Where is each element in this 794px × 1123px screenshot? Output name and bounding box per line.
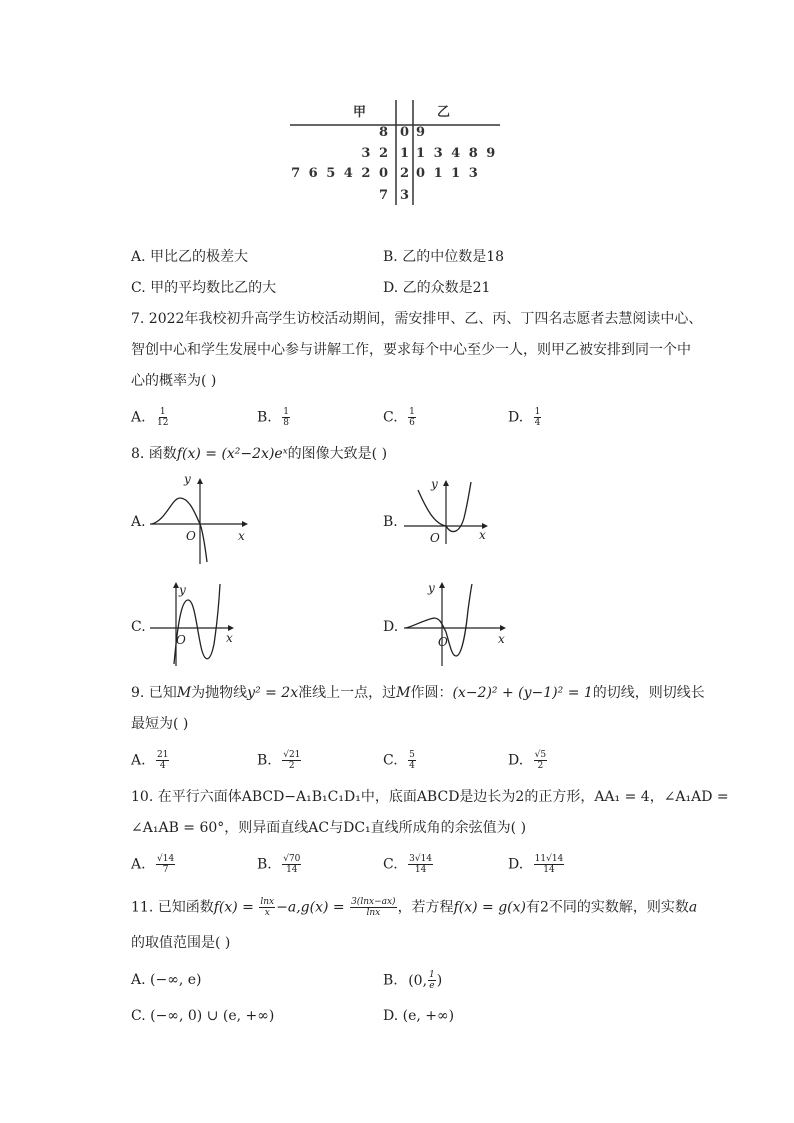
q9-b-fraction [282,750,301,771]
q7-option-c [383,407,417,428]
q8-b-x-label: x [479,528,486,542]
q10-c-fraction [408,854,433,875]
q9-a-fraction [156,750,169,771]
q7-a-fraction [156,407,169,428]
q7-a-den: 12 [157,418,169,428]
q9-d-num: √5 [534,750,547,760]
q10-stem-line2: ∠A₁AB = 60°，则异面直线AC与DC₁直线所成角的余弦值为( ) [131,820,527,836]
q8-option-b-label: B. [383,514,398,530]
q10-d-label: D. [508,856,524,873]
q9-a-num: 21 [157,750,169,760]
q9-b-num: √21 [283,750,301,760]
q6-option-d: D. 乙的众数是21 [383,280,491,296]
q11-option-b [383,970,442,991]
leaf-left-2: 7 6 5 4 2 0 [291,166,388,181]
q8-b-y-label: y [431,477,438,491]
q7-b-num: 1 [283,407,289,417]
q7-b-label: B. [257,409,272,426]
q11-text-2: ，若方程 [397,899,454,916]
q9-d-label: D. [508,752,524,769]
q7-a-label: A. [131,409,146,426]
stem-2: 2 [400,166,410,181]
stem-0: 0 [400,125,410,140]
q8-option-d-label: D. [383,619,399,635]
q9-c-den: 4 [409,761,415,771]
q11-f-den: x [264,908,270,918]
q10-stem-line1: 10. 在平行六面体ABCD−A₁B₁C₁D₁中，底面ABCD是边长为2的正方形，AA₁ = 4，∠A₁AD = [131,789,729,805]
q11-g-fraction [350,897,396,918]
q10-a-fraction [156,854,175,875]
q7-d-den: 4 [534,418,541,428]
leaf-right-2: 0 1 1 3 [416,166,478,181]
q9-text-4: 作圆： [410,685,453,701]
q8-a-origin: O [186,529,196,543]
q7-d-fraction [534,407,542,428]
q8-c-y-label: y [179,583,186,597]
q11-option-c: C. (−∞, 0) ∪ (e, +∞) [131,1008,275,1024]
q9-a-label: A. [131,752,146,769]
q9-option-b [257,750,302,771]
q10-b-label: B. [257,856,272,873]
q7-stem-line2: 智创中心和学生发展中心参与讲解工作，要求每个中心至少一人，则甲乙被安排到同一个中 [131,342,691,358]
q7-option-d [508,407,542,428]
q6-option-c: C. 甲的平均数比乙的大 [131,280,277,296]
q7-option-b [257,407,291,428]
q9-text-1: 9. 已知 [131,685,177,701]
q7-a-num: 1 [159,407,166,417]
q8-graph-b [400,476,500,548]
q7-b-fraction [282,407,290,428]
q9-d-fraction [534,750,547,771]
q7-stem-line1: 7. 2022年我校初升高学生访校活动期间，需安排甲、乙、丙、丁四名志愿者去慧阅读中心、 [131,311,703,327]
q7-d-num: 1 [534,407,541,417]
q7-c-den: 6 [409,418,415,428]
q11-stem-line1 [131,897,697,918]
q9-b-label: B. [257,752,272,769]
q10-d-num: 11√14 [534,854,564,864]
q9-c-label: C. [383,752,398,769]
q10-c-den: 14 [414,865,427,875]
q11-option-a: A. (−∞, e) [131,972,202,988]
q8-graph-c [148,580,248,670]
leaf-right-1: 1 3 4 8 9 [416,146,496,161]
q8-prefix: 8. 函数 [131,446,177,462]
q11-text-1: 11. 已知函数 [131,899,214,916]
q8-option-c-label: C. [131,619,146,635]
q11-fx: f(x) = [213,899,254,916]
q6-option-a: A. 甲比乙的极差大 [131,249,249,265]
q11-a-var: a [688,899,698,916]
q10-option-c [383,854,434,875]
header-jia: 甲 [353,105,367,120]
q11-b-label: B. [383,972,398,989]
q9-c-fraction [408,750,416,771]
q9-stem-line1 [131,683,705,703]
q11-option-d: D. (e, +∞) [383,1008,455,1024]
q11-f-tail: −a, [276,899,301,916]
q10-d-fraction [534,854,565,875]
q7-c-label: C. [383,409,398,426]
q7-c-num: 1 [409,407,415,417]
q8-stem [131,444,387,464]
q10-d-den: 14 [543,865,555,875]
q9-c-num: 5 [409,750,415,760]
q8-c-origin: O [176,633,186,647]
q8-suffix: 的图像大致是( ) [287,446,388,462]
q10-a-num: √14 [157,854,175,864]
q10-option-b [257,854,302,875]
q8-b-origin: O [430,531,440,545]
q8-formula: f(x) = (x²−2x)eˣ [176,446,288,462]
q7-d-label: D. [508,409,524,426]
q8-d-origin: O [438,635,448,649]
q11-equation: f(x) = g(x) [453,899,526,916]
q9-M-2: M [396,685,411,701]
q9-d-den: 2 [537,761,544,771]
q8-d-y-label: y [428,581,435,595]
q8-c-x-label: x [226,631,233,645]
q9-option-c [383,750,417,771]
q11-g-den: lnx [366,908,381,918]
leaf-left-1: 3 2 [361,146,388,161]
q9-circle: (x−2)² + (y−1)² = 1 [452,685,593,701]
q9-text-2: 为抛物线 [191,685,248,701]
q8-option-a-label: A. [131,514,146,530]
q7-c-fraction [408,407,416,428]
q10-c-label: C. [383,856,398,873]
q9-a-den: 4 [159,761,166,771]
q11-g-num: 3(lnx−ax) [351,897,396,907]
q9-parabola: y² = 2x [247,685,299,701]
q9-b-den: 2 [288,761,295,771]
q8-graph-a [148,476,258,568]
q10-a-den: 7 [162,865,169,875]
q8-d-x-label: x [498,632,505,646]
q10-b-fraction [282,854,301,875]
q10-option-d [508,854,565,875]
q7-stem-line3: 心的概率为( ) [131,373,217,389]
q7-option-a [131,407,170,428]
leaf-left-0: 8 [378,125,388,140]
q11-b-fraction [428,970,436,991]
leaf-left-3: 7 [378,188,388,203]
q11-b-close: ) [436,972,443,989]
q8-graph-d [400,580,512,670]
q11-gx: g(x) = [300,899,345,916]
q11-text-3: 有2不同的实数解，则实数 [525,899,689,916]
stem-1: 1 [400,146,410,161]
q10-b-num: √70 [283,854,301,864]
leaf-right-0: 9 [416,125,426,140]
q6-option-b: B. 乙的中位数是18 [383,249,505,265]
q8-a-x-label: x [238,529,245,543]
q7-b-den: 8 [283,418,289,428]
q9-stem-line2: 最短为( ) [131,716,189,732]
header-yi: 乙 [437,105,451,120]
stem-3: 3 [400,188,410,203]
q9-text-5: 的切线，则切线长 [592,685,705,701]
q8-a-y-label: y [184,476,191,486]
q11-stem-line2: 的取值范围是( ) [131,935,231,951]
q10-option-a [131,854,176,875]
q11-f-fraction [259,897,275,918]
q11-f-num: lnx [260,897,275,907]
q9-text-3: 准线上一点，过 [298,685,397,701]
q9-M: M [176,685,192,701]
q10-a-label: A. [131,856,146,873]
q11-b-num: 1 [429,970,435,980]
q11-b-open: (0, [408,972,428,989]
q9-option-a [131,750,170,771]
q10-b-den: 14 [286,865,298,875]
q11-b-den: e [429,981,435,991]
q10-c-num: 3√14 [409,854,433,864]
q9-option-d [508,750,548,771]
